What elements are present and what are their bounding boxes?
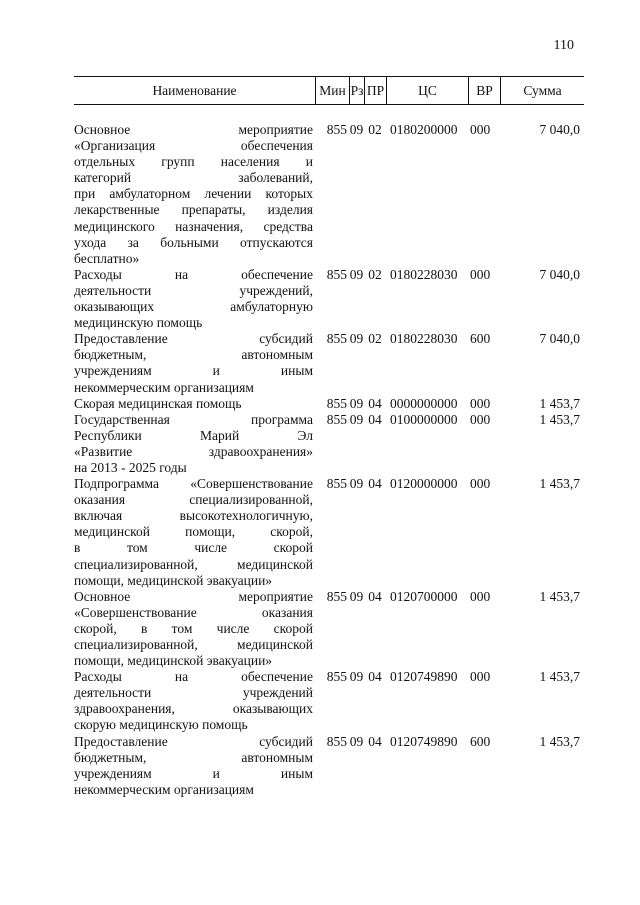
row-min: 855 [326,476,347,492]
row-vr: 600 [470,733,491,749]
table-row [74,267,584,331]
row-min: 855 [326,122,347,137]
row-cs: 0180200000 [390,122,458,137]
row-name-line: медицинской помощи, скорой, [74,524,313,540]
row-vr: 000 [470,395,491,411]
budget-table [74,76,584,798]
row-name-line: Расходы на обеспечение [74,669,313,685]
row-name-line: скорой, в том числе скорой [74,620,313,636]
row-name-line: бюджетным, автономным [74,347,313,363]
row-rz: 09 [349,588,364,604]
table-row [74,669,584,733]
row-name-line: скорую медицинскую помощь [74,717,248,733]
row-rz: 09 [349,411,364,427]
row-name-line: Республики Марий Эл [74,427,313,443]
row-cs: 0120749890 [390,669,458,685]
header-pr: ПР [364,77,386,104]
row-pr: 02 [368,122,382,137]
row-name-line: здравоохранения, оказывающих [74,701,313,717]
row-name-line: при амбулаторном лечении которых [74,186,313,202]
row-cs: 0100000000 [390,411,458,427]
table-body [74,122,584,798]
header-rz: Рз [349,77,364,104]
row-vr: 000 [470,588,491,604]
row-name [74,412,315,476]
row-pr: 02 [368,331,382,347]
row-cs: 0180228030 [390,331,458,347]
row-min: 855 [326,331,347,347]
row-name-line: некоммерческим организациям [74,379,254,395]
table-row [74,734,584,798]
row-rz: 09 [349,266,364,282]
row-name-line: медицинскую помощь [74,315,203,331]
row-name-line: деятельности учреждений [74,685,313,701]
header-min: Мин [315,77,349,104]
row-cs: 0180228030 [390,266,458,282]
row-sum: 7 040,0 [539,331,580,347]
header-cs: ЦС [386,77,468,104]
row-name-line: учреждениям и иным [74,363,313,379]
row-pr: 02 [368,266,382,282]
row-rz: 09 [349,476,364,492]
table-row [74,589,584,669]
row-name-line: в том числе скорой [74,540,313,556]
row-name-line: включая высокотехнологичную, [74,508,313,524]
row-cs: 0120749890 [390,733,458,749]
row-name-line: помощи, медицинской эвакуации» [74,572,273,588]
row-name-line: лекарственные препараты, изделия [74,202,313,218]
row-sum: 7 040,0 [539,266,580,282]
row-vr: 000 [470,411,491,427]
row-min: 855 [326,266,347,282]
row-cs: 0120700000 [390,588,458,604]
header-sum: Сумма [500,77,584,104]
row-name-line: Государственная программа [74,411,313,427]
row-name-line: бесплатно» [74,250,140,266]
header-vr: ВР [468,77,500,104]
table-row [74,122,584,267]
row-name [74,734,315,798]
row-name-line: бюджетным, автономным [74,749,313,765]
row-name-line: ухода за больными отпускаются [74,234,313,250]
row-name-line: учреждениям и иным [74,765,313,781]
row-min: 855 [326,411,347,427]
row-name-line: отдельных групп населения и [74,154,313,170]
table-row [74,476,584,589]
row-vr: 000 [470,122,491,137]
row-vr: 000 [470,669,491,685]
row-name-line: помощи, медицинской эвакуации» [74,653,273,669]
row-name-line: «Организация обеспечения [74,138,313,154]
row-name-line: категорий заболеваний, [74,170,313,186]
row-vr: 600 [470,331,491,347]
row-pr: 04 [368,476,382,492]
row-min: 855 [326,588,347,604]
row-sum: 1 453,7 [539,669,580,685]
table-header [74,76,584,105]
row-name-line: деятельности учреждений, [74,282,313,298]
row-pr: 04 [368,411,382,427]
row-cs: 0120000000 [390,476,458,492]
row-name-line: медицинского назначения, средства [74,218,313,234]
row-pr: 04 [368,588,382,604]
row-rz: 09 [349,733,364,749]
row-name-line: на 2013 - 2025 годы [74,459,187,475]
row-pr: 04 [368,395,382,411]
row-name [74,267,315,331]
row-name-line: Скорая медицинская помощь [74,395,242,411]
row-name-line: «Развитие здравоохранения» [74,443,313,459]
row-name [74,331,315,395]
row-vr: 000 [470,266,491,282]
row-name-line: Подпрограмма «Совершенствование [74,476,313,492]
row-rz: 09 [349,122,364,137]
row-name-line: оказания специализированной, [74,492,313,508]
table-row [74,412,584,476]
row-name [74,396,315,412]
row-name [74,122,315,267]
row-rz: 09 [349,395,364,411]
row-rz: 09 [349,331,364,347]
row-sum: 1 453,7 [539,733,580,749]
row-cs: 0000000000 [390,395,458,411]
row-name-line: специализированной, медицинской [74,637,313,652]
table-row [74,396,584,412]
row-name-line: некоммерческим организациям [74,781,254,797]
row-name-line: Предоставление субсидий [74,733,313,749]
header-name: Наименование [152,83,237,98]
row-name-line: оказывающих амбулаторную [74,299,313,315]
row-sum: 1 453,7 [539,588,580,604]
row-name-line: Предоставление субсидий [74,331,313,347]
table-row [74,331,584,395]
page-number: 110 [553,38,574,53]
row-sum: 1 453,7 [539,395,580,411]
row-sum: 1 453,7 [539,411,580,427]
row-name [74,589,315,669]
row-sum: 1 453,7 [539,476,580,492]
row-vr: 000 [470,476,491,492]
row-rz: 09 [349,669,364,685]
row-name [74,476,315,589]
row-name-line: специализированной, медицинской [74,556,313,572]
row-min: 855 [326,733,347,749]
row-name-line: Основное мероприятие [74,122,313,137]
row-name [74,669,315,733]
row-min: 855 [326,395,347,411]
row-min: 855 [326,669,347,685]
row-pr: 04 [368,733,382,749]
row-pr: 04 [368,669,382,685]
row-name-line: Основное мероприятие [74,588,313,604]
row-name-line: Расходы на обеспечение [74,266,313,282]
row-name-line: «Совершенствование оказания [74,604,313,620]
row-sum: 7 040,0 [539,122,580,137]
